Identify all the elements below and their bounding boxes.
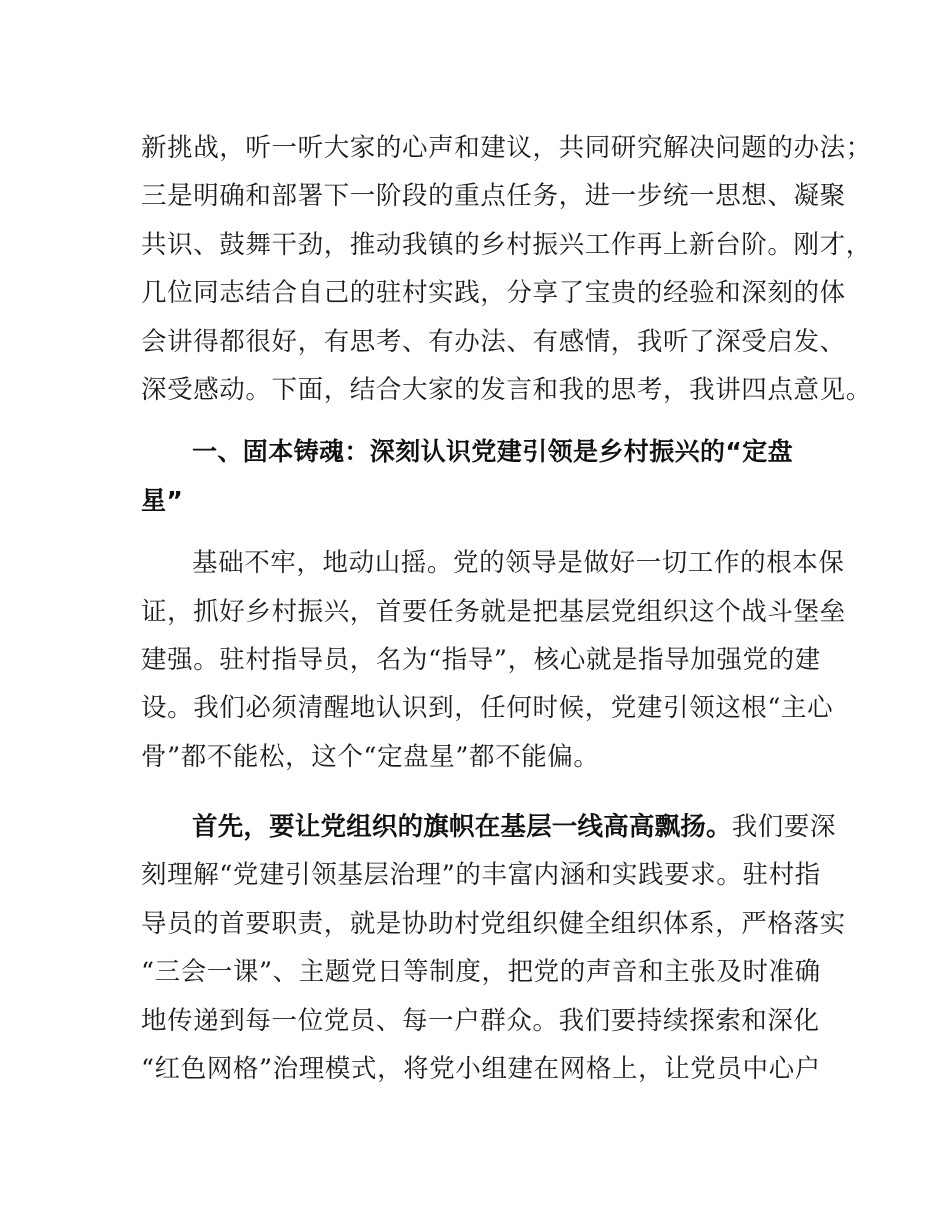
text-line: 骨”都不能松，这个“定盘星”都不能偏。 <box>141 741 600 772</box>
text-line: 基础不牢，地动山摇。党的领导是做好一切工作的根本保 <box>192 548 845 579</box>
text-line: 新挑战，听一听大家的心声和建议，共同研究解决问题的办法； <box>141 133 872 163</box>
bold-lead-sentence: 首先，要让党组织的旗帜在基层一线高高飘扬。 <box>192 812 732 843</box>
text-line: 建强。驻村指导员，名为“指导”，核心就是指导加强党的建 <box>141 644 821 675</box>
text-line: 设。我们必须清醒地认识到，任何时候，党建引领这根“主心 <box>141 693 834 724</box>
section-heading <box>141 428 813 525</box>
heading-line: 星” <box>141 485 184 515</box>
text-line: “三会一课”、主题党日等制度，把党的声音和主张及时准确 <box>141 957 821 988</box>
text-line: 导员的首要职责，就是协助村党组织健全组织体系，严格落实 <box>141 908 846 939</box>
text-line: 深受感动。下面，结合大家的发言和我的思考，我讲四点意见。 <box>141 374 872 405</box>
text-line <box>141 803 837 851</box>
heading-line: 一、固本铸魂：深刻认识党建引领是乡村振兴的“定盘 <box>192 437 794 467</box>
text-line: 刻理解“党建引领基层治理”的丰富内涵和实践要求。驻村指 <box>141 860 821 891</box>
text-line: 几位同志结合自己的驻村实践，分享了宝贵的经验和深刻的体 <box>141 278 846 309</box>
text-line: 共识、鼓舞干劲，推动我镇的乡村振兴工作再上新台阶。刚才， <box>141 229 872 260</box>
document-page <box>141 124 872 1093</box>
text-line: “红色网格”治理模式，将党小组建在网格上，让党员中心户 <box>141 1054 821 1085</box>
text-line: 三是明确和部署下一阶段的重点任务，进一步统一思想、凝聚 <box>141 181 846 212</box>
intro-paragraph <box>141 124 872 414</box>
text-line: 证，抓好乡村振兴，首要任务就是把基层党组织这个战斗堡垒 <box>141 596 846 627</box>
paragraph-party-flag <box>141 803 846 1093</box>
text-line: 会讲得都很好，有思考、有办法、有感情，我听了深受启发、 <box>141 326 846 357</box>
paragraph-foundation <box>141 539 846 781</box>
text-run: 我们要深 <box>731 812 837 843</box>
text-line: 地传递到每一位党员、每一户群众。我们要持续探索和深化 <box>141 1005 820 1036</box>
